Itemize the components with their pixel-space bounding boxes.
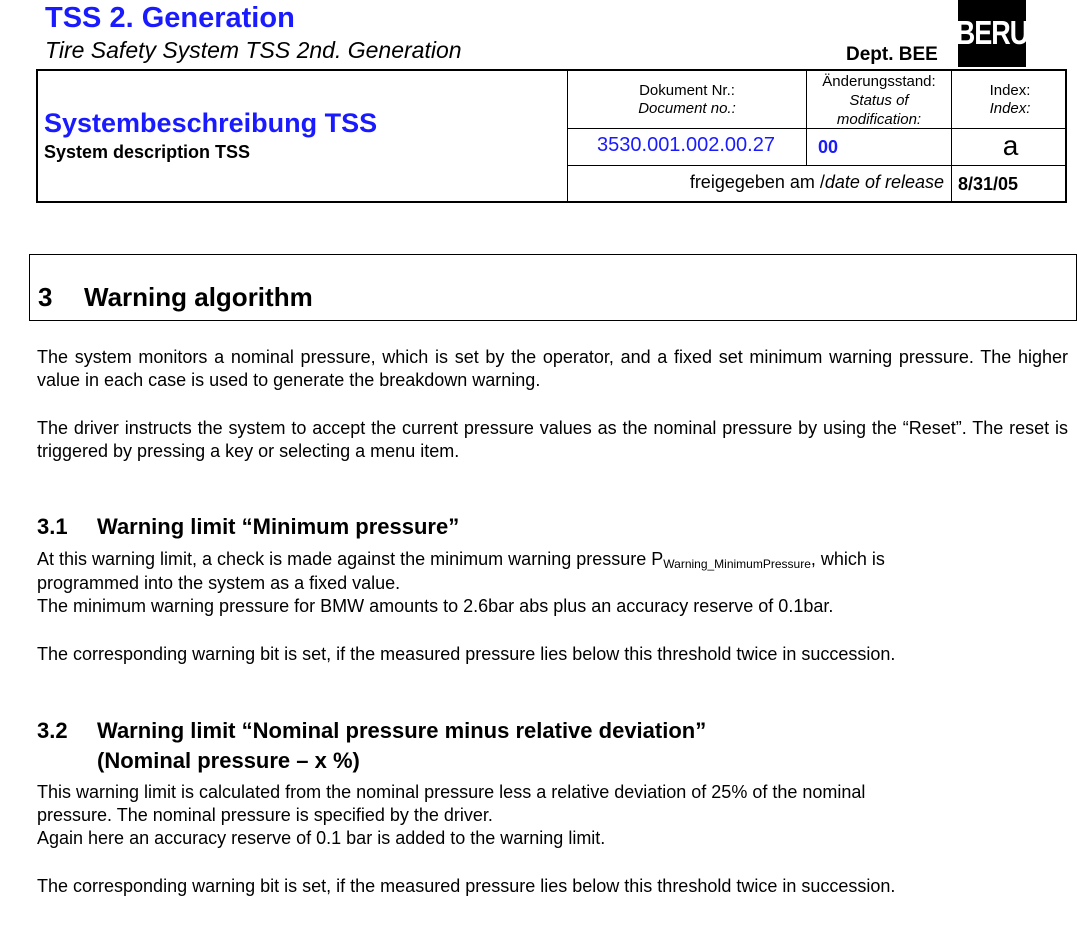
- subsection-1-title: Warning limit “Minimum pressure”: [97, 514, 460, 539]
- release-date-label-de: freigegeben am /: [689, 172, 825, 192]
- subsection-1-line-4: The corresponding warning bit is set, if the measured pressure lies below this threshold twice in succession.: [37, 644, 896, 664]
- beru-logo: [955, 0, 1029, 67]
- section-title: Warning algorithm: [84, 282, 313, 312]
- document-header-subtitle: Tire Safety System TSS 2nd. Generation: [45, 37, 462, 63]
- section-paragraph-1: The system monitors a nominal pressure, which is set by the operator, and a fixed set minimum warning pressure. The higher value in each case is used to generate the breakdown warning.: [37, 347, 1068, 390]
- subsection-1-line-1-post: , which is: [810, 549, 885, 569]
- release-date-value: 8/31/05: [958, 174, 1019, 194]
- document-number-label-en: Document no.:: [638, 100, 736, 117]
- release-date-label-en: date of release: [824, 172, 944, 192]
- index-label-en: Index:: [989, 100, 1031, 117]
- release-date-label: [568, 172, 944, 193]
- subsection-2-line-4: The corresponding warning bit is set, if the measured pressure lies below this threshold twice in succession.: [37, 876, 896, 896]
- subsection-2-line-3: Again here an accuracy reserve of 0.1 bar is added to the warning limit.: [37, 828, 606, 848]
- document-header-title: TSS 2. Generation: [45, 2, 295, 34]
- status-value: 00: [818, 137, 839, 157]
- table-divider: [568, 165, 1067, 166]
- index-label: [952, 82, 1068, 118]
- system-description-subtitle: System description TSS: [44, 142, 251, 162]
- subsection-2-title-line-1: Warning limit “Nominal pressure minus relative deviation”: [97, 718, 707, 743]
- status-label: [807, 72, 951, 129]
- section-paragraph-2: The driver instructs the system to accept the current pressure values as the nominal pressure by using the “Reset”. The reset is triggered by pressing a key or selecting a menu item.: [37, 418, 1068, 461]
- subsection-1-number: 3.1: [37, 514, 68, 539]
- subsection-1-line-1-pre: At this warning limit, a check is made against the minimum warning pressure P: [37, 549, 664, 569]
- subsection-2-line-1: This warning limit is calculated from the nominal pressure less a relative deviation of 25% of the nominal: [37, 782, 866, 802]
- index-value: a: [1002, 130, 1019, 161]
- status-label-en-2: modification:: [836, 111, 922, 128]
- subsection-1-line-1: [37, 548, 1068, 571]
- index-label-de: Index:: [989, 82, 1031, 99]
- subsection-2-title-line-2: (Nominal pressure – x %): [97, 748, 360, 773]
- section-number: 3: [38, 282, 53, 312]
- document-number-label: [568, 82, 806, 118]
- subsection-1-line-2: programmed into the system as a fixed value.: [37, 573, 401, 593]
- beru-logo-text: BERU: [955, 14, 1029, 52]
- subsection-2-line-2: pressure. The nominal pressure is specified by the driver.: [37, 805, 493, 825]
- subsection-2-number: 3.2: [37, 718, 68, 743]
- department-label: Dept. BEE: [846, 44, 938, 65]
- status-label-de: Änderungsstand:: [822, 73, 936, 90]
- status-label-en-1: Status of: [849, 92, 909, 109]
- system-description-title: Systembeschreibung TSS: [44, 108, 378, 138]
- pressure-subscript: Warning_MinimumPressure: [663, 557, 811, 571]
- subsection-1-line-3: The minimum warning pressure for BMW amounts to 2.6bar abs plus an accuracy reserve of 0.1bar.: [37, 596, 834, 616]
- document-number-label-de: Dokument Nr.:: [639, 82, 735, 99]
- document-number-value: 3530.001.002.00.27: [597, 134, 775, 156]
